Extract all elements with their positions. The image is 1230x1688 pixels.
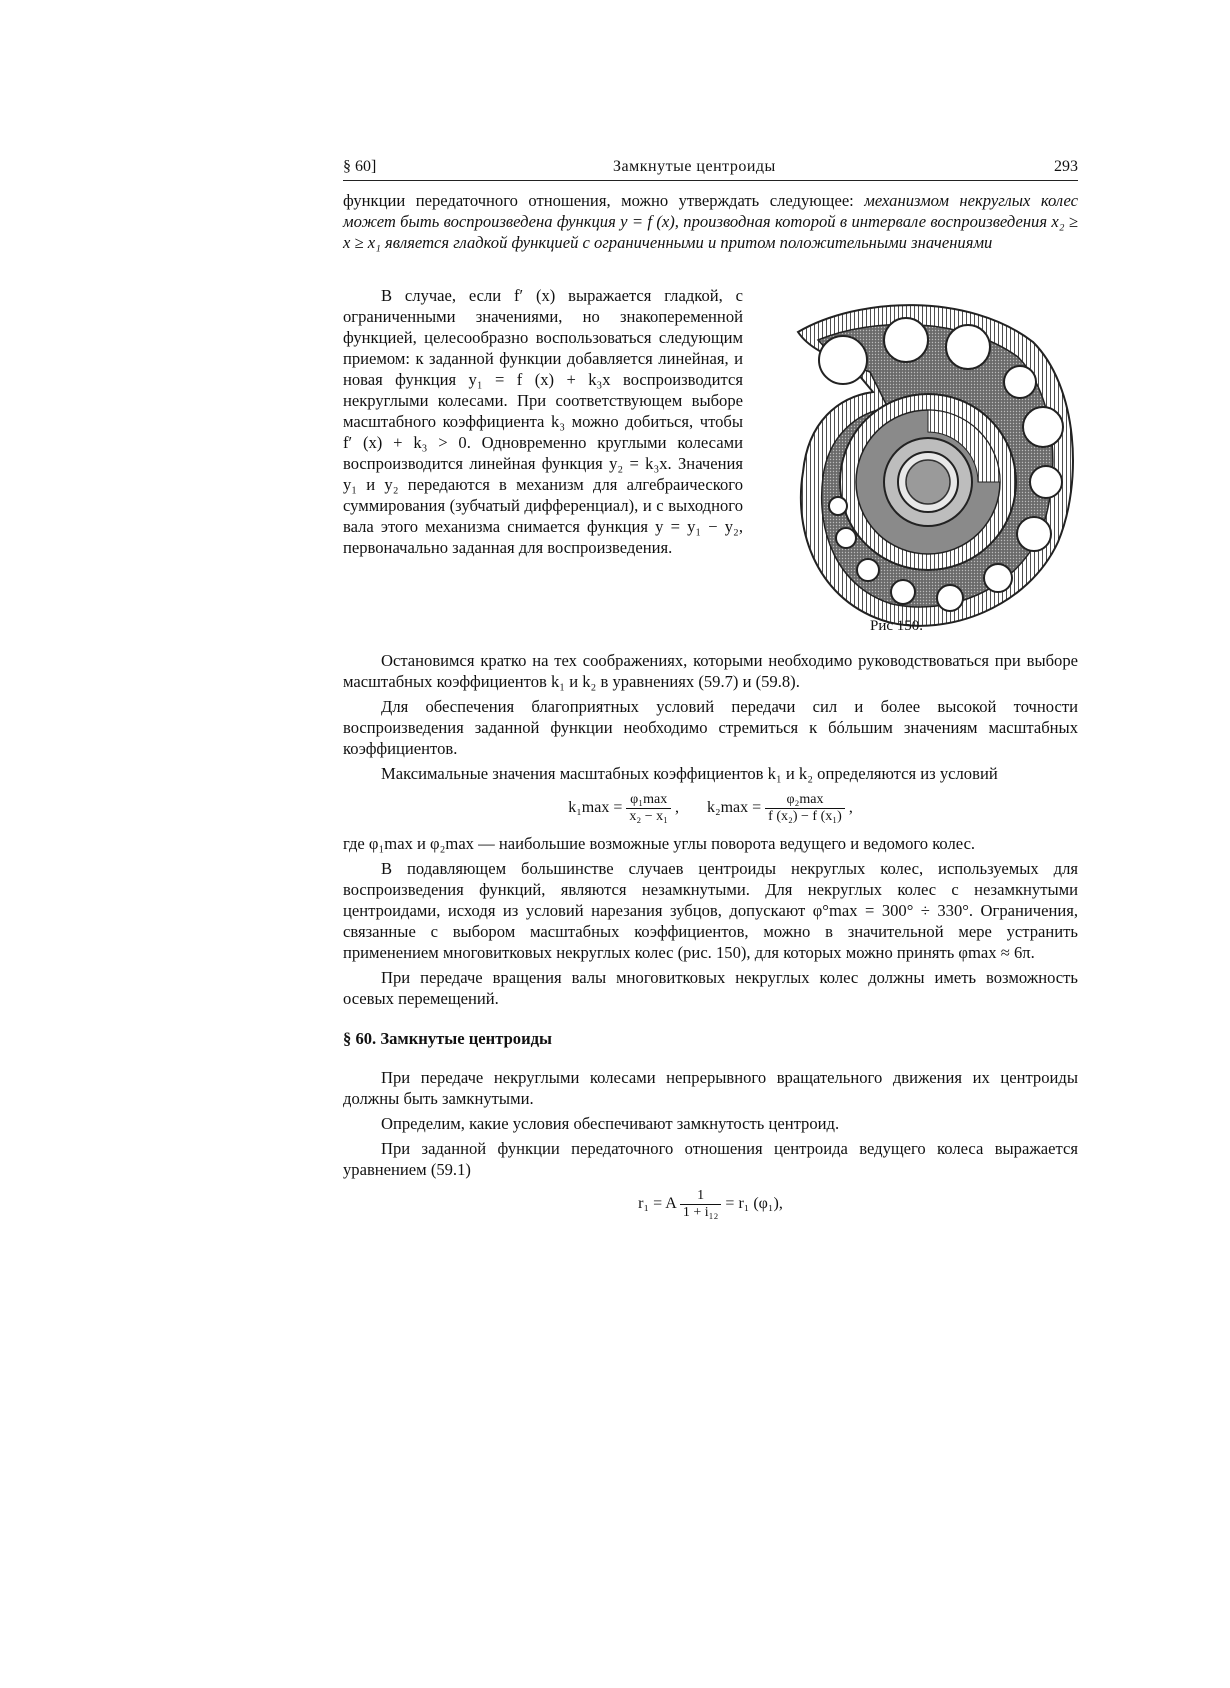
formula-lhs: r₁ = A bbox=[638, 1195, 676, 1213]
formula-lhs1: k₁max = bbox=[568, 799, 623, 817]
numerator: φ₁max bbox=[626, 792, 671, 809]
denominator: f (x₂) − f (x₁) bbox=[768, 809, 842, 824]
paragraph: Для обеспечения благоприятных условий передачи сил и более высокой точности воспроизведения заданной функции необходимо стремиться к бóльшим значениям масштабных коэффициентов. bbox=[343, 697, 1078, 758]
header-section: § 60] bbox=[343, 158, 377, 175]
formula-rhs: = r₁ (φ₁), bbox=[725, 1195, 783, 1213]
paragraph: Максимальные значения масштабных коэффициентов k₁ и k₂ определяются из условий bbox=[381, 764, 998, 783]
paragraph: Остановимся кратко на тех соображениях, которыми необходимо руководствоваться при выборе масштабных коэффициентов k₁ и k₂ в уравнениях (59.7) и (59.8). bbox=[343, 651, 1078, 691]
numerator: 1 bbox=[680, 1188, 722, 1205]
formula-lhs2: k₂max = bbox=[707, 799, 762, 817]
narrow-paragraph: В случае, если f′ (x) выражается гладкой, с ограниченными значениями, но знакопеременной функцией, целесообразно воспользоваться следующим приемом: к заданной функции добавляется линейная, и новая функция y₁ = f (x) + k₃x воспроизводится некруглыми колесами. При соответствующем выборе масштабного коэффициента k₃ можно добиться, чтобы f′ (x) + k₃ > 0. Одновременно круглыми колесами воспроизводится линейная функция y₂ = k₃x. Значения y₁ и y₂ передаются в механизм для алгебраического суммирования (зубчатый дифференциал), и с выходного вала этого механизма снимается функция y = y₁ − y₂, первоначально заданная для воспроизведения. bbox=[343, 286, 743, 557]
denominator: 1 + i₁₂ bbox=[682, 1205, 719, 1220]
wrapped-text-column bbox=[343, 285, 743, 558]
paragraph: При заданной функции передаточного отношения центроида ведущего колеса выражается уравнением (59.1) bbox=[343, 1139, 1078, 1179]
denominator: x₂ − x₁ bbox=[629, 809, 669, 824]
theorem-text bbox=[343, 190, 1078, 253]
numerator: φ₂max bbox=[765, 792, 845, 809]
fraction bbox=[765, 792, 845, 825]
separator: , bbox=[848, 799, 853, 817]
separator: , bbox=[675, 799, 680, 817]
theorem-lead: функции передаточного отношения, можно утверждать следующее: bbox=[343, 191, 865, 210]
paragraph: В подавляющем большинстве случаев центроиды некруглых колес, используемых для воспроизведения функций, являются незамкнутыми. Для некруглых колес с незамкнутыми центроидами, исходя из условий нарезания зубцов, допускают φ°max = 300° ÷ 330°. Ограничения, связанные с выбором масштабных коэффициентов, можно в значительной мере устранить применением многовитковых некруглых колес (рис. 150), для которых можно принять φmax ≈ 6π. bbox=[343, 859, 1078, 962]
fraction bbox=[680, 1188, 722, 1221]
running-header bbox=[343, 158, 1078, 181]
paragraph: Определим, какие условия обеспечивают замкнутость центроид. bbox=[381, 1114, 840, 1133]
paragraph: При передаче вращения валы многовитковых некруглых колес должны иметь возможность осевых перемещений. bbox=[343, 968, 1078, 1008]
figure-caption: Рис 150. bbox=[870, 618, 924, 634]
header-title: Замкнутые центроиды bbox=[613, 158, 776, 175]
formula-r1 bbox=[343, 1188, 1078, 1221]
section-heading: § 60. Замкнутые центроиды bbox=[343, 1029, 553, 1048]
main-text bbox=[343, 650, 1078, 1229]
paragraph: При передаче некруглыми колесами непрерывного вращательного движения их центроиды должны быть замкнутыми. bbox=[343, 1068, 1078, 1108]
theorem-italic: механизмом некруглых колес может быть воспроизведена функция y = f (x), производная которой в интервале воспроизведения x₂ ≥ x ≥ x₁ является гладкой функцией с ограниченными и притом положительными значениями bbox=[343, 191, 1078, 252]
top-paragraph bbox=[343, 190, 1078, 253]
gear-illustration bbox=[778, 302, 1078, 642]
paragraph: где φ₁max и φ₂max — наибольшие возможные углы поворота ведущего и ведомого колес. bbox=[343, 834, 976, 853]
formula-k-max bbox=[343, 792, 1078, 825]
fraction bbox=[626, 792, 671, 825]
page-number: 293 bbox=[1054, 158, 1078, 175]
